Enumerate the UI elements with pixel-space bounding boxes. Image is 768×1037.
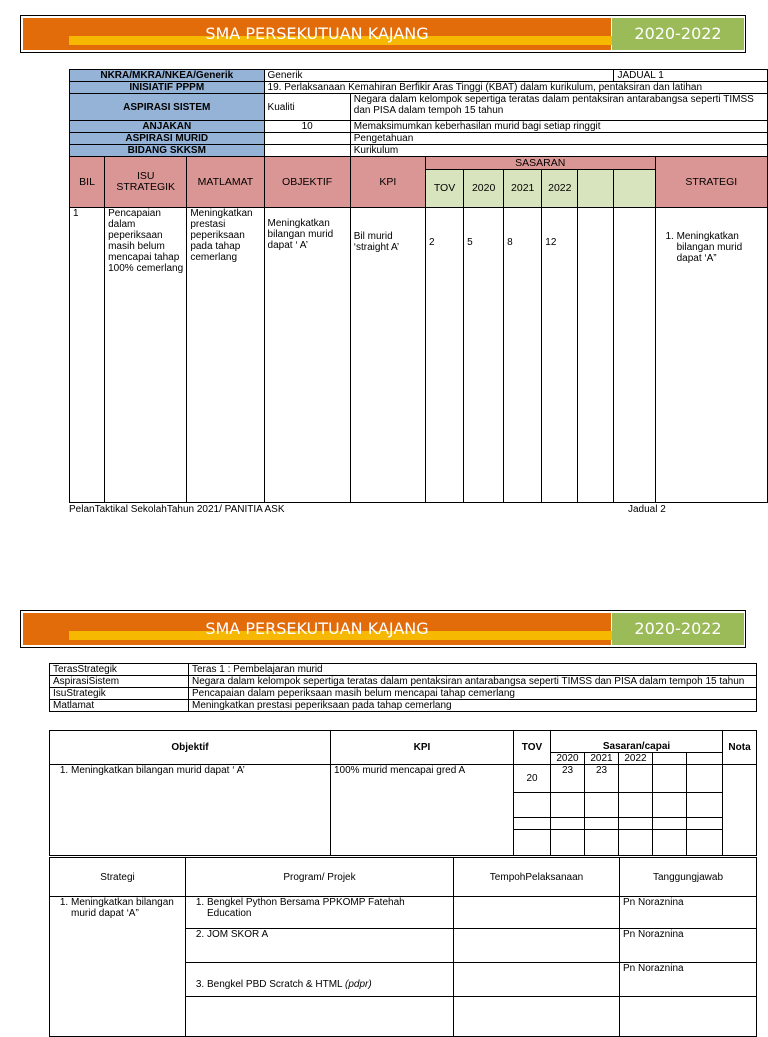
aspirasi-murid-value: Pengetahuan [350,133,767,145]
aspirasi-label: ASPIRASI SISTEM [70,94,265,121]
aspirasi-murid-label: ASPIRASI MURID [70,133,265,145]
isu-strategik-label: IsuStrategik [50,688,189,700]
row-matlamat: Meningkatkan prestasi peperiksaan pada tahap cemerlang [187,208,264,503]
inisiatif-label: INISIATIF PPPM [70,82,265,94]
bidang-label: BIDANG SKKSM [70,145,265,157]
owner: Pn Noraznina [620,897,757,929]
objektif-item: 1. Meningkatkan bilangan murid dapat ‘ A’ [71,765,327,776]
col-blank-2 [687,753,723,765]
col-tov: TOV [514,731,551,765]
program-note: (pdpr) [345,979,372,990]
cell-blank [687,818,723,830]
cell-blank [619,830,653,856]
timeline-row [454,929,620,963]
row-tov: 2 [425,208,463,503]
program-item-blank [186,997,454,1037]
row-isu: Pencapaian dalam peperiksaan masih belum mencapai tahap 100% cemerlang [105,208,187,503]
col-bil: BIL [70,157,105,208]
strategi-item: 1. Meningkatkan bilangan murid dapat ‘A” [677,231,764,264]
owner: Pn Noraznina [620,963,757,997]
cell-blank [619,793,653,818]
program-name: 2. JOM SKOR A [207,929,450,940]
cell-blank [585,818,619,830]
col-objektif: Objektif [50,731,331,765]
col-blank-1 [578,170,614,208]
nkra-value: Generik [264,70,614,82]
bidang-blank [264,145,350,157]
row-bil: 1 [70,208,105,503]
school-name: SMA PERSEKUTUAN KAJANG [205,24,429,43]
strategi-item: 1. Meningkatkan bilangan murid dapat ‘A” [71,897,182,919]
program-item [186,929,454,963]
cell-blank [619,818,653,830]
bidang-value: Kurikulum [350,145,767,157]
jadual-1-table [69,69,768,503]
aspirasi-kind: Kualiti [264,94,350,121]
col-tov: TOV [425,170,463,208]
inisiatif-value: 19. Perlaksanaan Kemahiran Berfikir Aras Tinggi (KBAT) dalam kurikulum, pentaksiran dan latihan [264,82,767,94]
cell-blank [653,830,687,856]
aspirasi-sistem-value: Negara dalam kelompok sepertiga teratas dalam pentaksiran antarabangsa seperti TIMSS dan PISA dalam tempoh 15 tahun [189,676,757,688]
matlamat-label: Matlamat [50,700,189,712]
jadual-2-program-table [49,857,757,1037]
col-tempoh: TempohPelaksanaan [454,858,620,897]
footer-left: PelanTaktikal SekolahTahun 2021/ PANITIA ASK [69,504,285,515]
row-kpi: Bil murid ‘straight A’ [350,208,425,503]
row-2022 [619,765,653,793]
col-2022: 2022 [619,753,653,765]
program-name [207,979,450,990]
cell-blank [687,830,723,856]
col-objektif: OBJEKTIF [264,157,350,208]
aspirasi-murid-blank [264,133,350,145]
program-item [186,963,454,997]
col-sasaran-capai: Sasaran/capai [551,731,723,753]
row-2022: 12 [542,208,578,503]
cell-blank [551,793,585,818]
row-blank-1 [653,765,687,793]
anjakan-value: Memaksimumkan keberhasilan murid bagi setiap ringgit [350,121,767,133]
strategi-cell [50,897,186,1037]
teras-label: TerasStrategik [50,664,189,676]
col-nota: Nota [723,731,757,765]
col-blank-1 [653,753,687,765]
col-2021: 2021 [504,170,542,208]
cell-blank [551,818,585,830]
col-isu: ISU STRATEGIK [105,157,187,208]
timeline-row [454,897,620,929]
col-blank-2 [614,170,655,208]
row-2021: 8 [504,208,542,503]
col-program: Program/ Projek [186,858,454,897]
col-2022: 2022 [542,170,578,208]
row-nota [723,765,757,856]
timeline-row [454,963,620,997]
col-tanggungjawab: Tanggungjawab [620,858,757,897]
nkra-label: NKRA/MKRA/NKEA/Generik [70,70,265,82]
cell-blank [687,793,723,818]
header-banner-2 [20,610,746,648]
teras-value: Teras 1 : Pembelajaran murid [189,664,757,676]
aspirasi-value: Negara dalam kelompok sepertiga teratas dalam pentaksiran antarabangsa seperti TIMSS dan PISA dalam tempoh 15 tahun [350,94,767,121]
col-kpi: KPI [350,157,425,208]
owner-blank [620,997,757,1037]
row-objektif [50,765,331,856]
program-name-text: Bengkel PBD Scratch & HTML [207,979,343,990]
isu-strategik-value: Pencapaian dalam peperiksaan masih belum mencapai tahap cemerlang [189,688,757,700]
program-name: 1. Bengkel Python Bersama PPKOMP Fatehah Education [207,897,450,919]
anjakan-label: ANJAKAN [70,121,265,133]
row-2020: 23 [551,765,585,793]
cell-blank [514,818,551,830]
cell-blank [653,793,687,818]
aspirasi-sistem-label: AspirasiSistem [50,676,189,688]
year-range: 2020-2022 [634,619,722,638]
footer-right: Jadual 2 [628,504,666,515]
cell-blank [585,830,619,856]
school-name: SMA PERSEKUTUAN KAJANG [205,619,429,638]
col-kpi: KPI [331,731,514,765]
row-kpi: 100% murid mencapai gred A [331,765,514,856]
col-strategi: Strategi [50,858,186,897]
cell-blank [514,830,551,856]
timeline-row [454,997,620,1037]
cell-blank [551,830,585,856]
row-tov: 20 [514,765,551,793]
col-2020: 2020 [551,753,585,765]
col-strategi: STRATEGI [655,157,767,208]
header-banner [20,15,746,53]
cell-blank [514,793,551,818]
row-blank-2 [614,208,655,503]
jadual-2-kpi-table [49,730,757,856]
col-2021: 2021 [585,753,619,765]
col-sasaran: SASARAN [425,157,655,170]
cell-blank [653,818,687,830]
col-2020: 2020 [464,170,504,208]
jadual-2-info-table [49,663,757,712]
col-matlamat: MATLAMAT [187,157,264,208]
matlamat-value: Meningkatkan prestasi peperiksaan pada tahap cemerlang [189,700,757,712]
program-item [186,897,454,929]
owner: Pn Noraznina [620,929,757,963]
cell-blank [585,793,619,818]
row-objektif: Meningkatkan bilangan murid dapat ‘ A’ [264,208,350,503]
row-blank-1 [578,208,614,503]
row-blank-2 [687,765,723,793]
row-2020: 5 [464,208,504,503]
jadual-1-tag: JADUAL 1 [614,70,768,82]
year-range: 2020-2022 [634,24,722,43]
anjakan-number: 10 [264,121,350,133]
row-2021: 23 [585,765,619,793]
row-strategi [655,208,767,503]
